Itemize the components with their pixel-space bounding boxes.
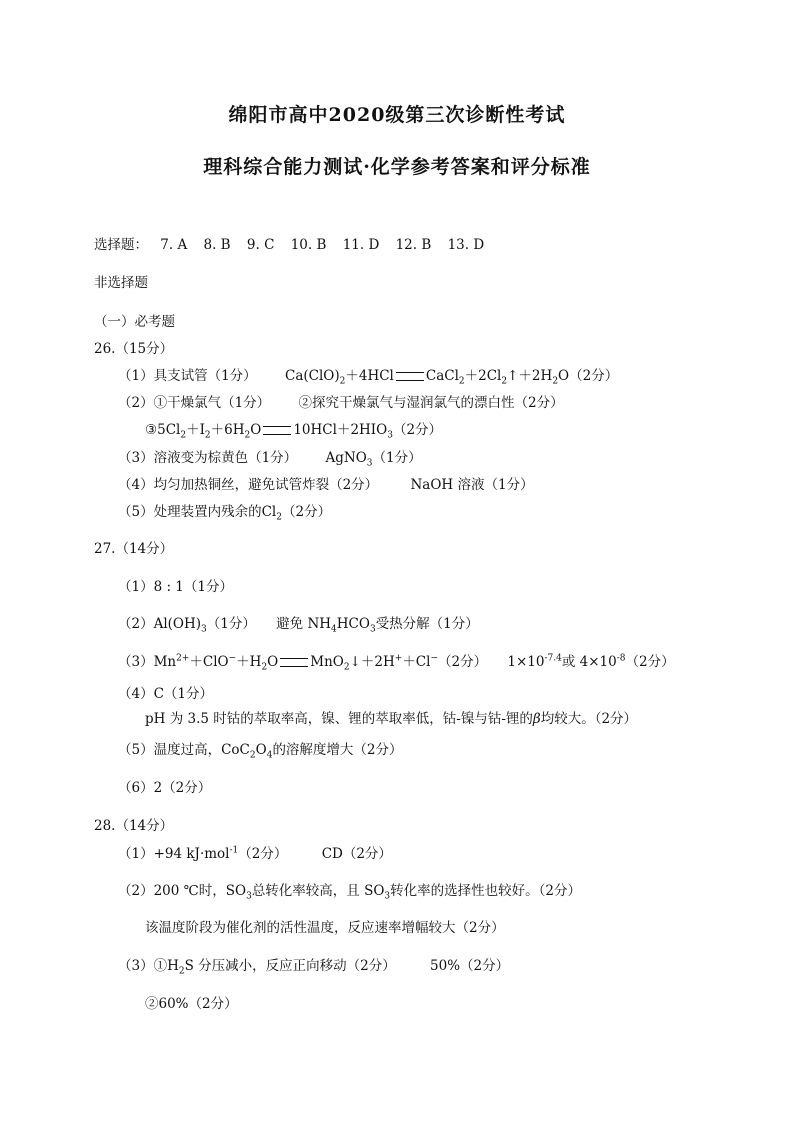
subscript: 2 bbox=[276, 512, 282, 523]
q27-heading: 27.（14分） bbox=[94, 541, 174, 557]
subscript: 2 bbox=[261, 662, 268, 673]
answer-text: （2分） bbox=[281, 504, 332, 520]
subscript: 3 bbox=[369, 624, 376, 635]
subscript: 2 bbox=[178, 966, 185, 977]
eq-part: MnO bbox=[310, 654, 344, 670]
eq-part: 或 4×10 bbox=[561, 654, 617, 670]
q26-heading: 26.（15分） bbox=[94, 341, 174, 357]
eq-part: （2分） bbox=[438, 654, 488, 670]
superscript: -1 bbox=[229, 845, 239, 856]
q28-part2-explain: 该温度阶段为催化剂的活性温度，反应速率增幅较大（2分） bbox=[145, 920, 505, 936]
subscript: 4 bbox=[266, 750, 273, 761]
answer-text: 50%（2分） bbox=[430, 958, 510, 974]
q28-part2 bbox=[118, 883, 581, 902]
answer-text: （1）+94 kJ·mol bbox=[118, 846, 230, 862]
answer-text: AgNO bbox=[325, 450, 367, 466]
answer-text: 转化率的选择性也较好。（2分） bbox=[390, 883, 581, 899]
answer-text: S 分压减小，反应正向移动（2分） bbox=[184, 958, 396, 974]
equals-sign bbox=[280, 658, 308, 667]
mc-answer: 11. D bbox=[342, 237, 380, 253]
mc-answer: 8. B bbox=[203, 237, 231, 253]
mc-answer: 7. A bbox=[160, 237, 188, 253]
eq-part: CaCl bbox=[425, 368, 459, 384]
subscript: 3 bbox=[384, 891, 391, 902]
subscript: 2 bbox=[458, 376, 465, 387]
q26-part4 bbox=[118, 477, 534, 493]
q26-part5 bbox=[118, 504, 332, 523]
answer-text: NaOH 溶液（1分） bbox=[410, 477, 534, 493]
q26-part2-eq bbox=[145, 422, 443, 441]
eq-part: ＋H bbox=[236, 654, 262, 670]
superscript: + bbox=[394, 653, 403, 664]
mc-answer: 10. B bbox=[290, 237, 327, 253]
eq-part: ＋I bbox=[186, 422, 205, 438]
eq-part: O bbox=[267, 654, 279, 670]
q26-part2 bbox=[118, 395, 564, 411]
mc-answers-line bbox=[94, 237, 484, 253]
eq-part: （2分） bbox=[625, 654, 675, 670]
eq-part: （2分） bbox=[392, 422, 443, 438]
subscript: 2 bbox=[343, 662, 350, 673]
subscript: 2 bbox=[552, 376, 559, 387]
mc-answer: 13. D bbox=[447, 237, 485, 253]
superscript: − bbox=[228, 653, 237, 664]
q26-part1 bbox=[118, 368, 619, 387]
q27-part4-explain bbox=[145, 711, 637, 727]
answer-text: （1）具支试管（1分） bbox=[118, 368, 257, 384]
answer-text: ②探究干燥氯气与湿润氯气的漂白性（2分） bbox=[298, 395, 564, 411]
subscript: 2 bbox=[339, 376, 346, 387]
eq-part: ＋4HCl bbox=[345, 368, 394, 384]
q28-heading: 28.（14分） bbox=[94, 818, 174, 834]
q27-part6: （6）2（2分） bbox=[118, 780, 212, 796]
subscript: 3 bbox=[366, 458, 373, 469]
answer-text: （2）200 ℃时，SO bbox=[118, 883, 247, 899]
answer-text: （1分） bbox=[372, 450, 422, 466]
subscript: 3 bbox=[201, 624, 207, 635]
answer-text: （2分） bbox=[238, 846, 288, 862]
superscript: -8 bbox=[616, 653, 626, 664]
answer-text: 均较大。（2分） bbox=[540, 711, 638, 727]
q28-part1 bbox=[118, 846, 392, 862]
eq-part: ＋Cl bbox=[402, 654, 431, 670]
subscript: 3 bbox=[246, 891, 252, 902]
superscript: -7.4 bbox=[544, 653, 562, 664]
answer-text: 避免 NH bbox=[276, 616, 332, 632]
q28-part3 bbox=[118, 958, 510, 977]
subscript: 2 bbox=[204, 430, 211, 441]
eq-part: O bbox=[250, 422, 262, 438]
eq-part: ＋2Cl bbox=[464, 368, 502, 384]
answer-text: （3）溶液变为棕黄色（1分） bbox=[118, 450, 298, 466]
eq-part: Ca(ClO) bbox=[284, 368, 340, 384]
answer-text: （3）①H bbox=[118, 958, 179, 974]
page-title: 绵阳市高中2020级第三次诊断性考试 bbox=[228, 104, 566, 126]
answer-text: 的溶解度增大（2分） bbox=[272, 742, 403, 758]
eq-part: ＋ClO bbox=[189, 654, 229, 670]
beta-symbol: β bbox=[532, 711, 541, 727]
eq-part: O（2分） bbox=[558, 368, 619, 384]
subscript: 2 bbox=[180, 430, 187, 441]
answer-text: CD（2分） bbox=[321, 846, 392, 862]
eq-part: ↓＋2H bbox=[349, 654, 395, 670]
answer-text: HCO bbox=[336, 616, 370, 632]
subsection-heading: （一）必考题 bbox=[94, 314, 175, 330]
page-subtitle: 理科综合能力测试·化学参考答案和评分标准 bbox=[203, 156, 591, 178]
superscript: − bbox=[430, 653, 439, 664]
subscript: 4 bbox=[331, 624, 337, 635]
eq-part: ↑＋2H bbox=[507, 368, 553, 384]
answer-text: （2）Al(OH) bbox=[118, 616, 202, 632]
eq-part: ③5Cl bbox=[145, 422, 181, 438]
answer-text: （5）温度过高，CoC bbox=[118, 742, 250, 758]
q27-part3 bbox=[118, 653, 675, 673]
mc-answer: 12. B bbox=[395, 237, 432, 253]
answer-text: pH 为 3.5 时钴的萃取率高，镍、锂的萃取率低，钴-镍与钴-锂的 bbox=[145, 711, 533, 727]
answer-text: 总转化率较高，且 SO bbox=[251, 883, 385, 899]
mc-label: 选择题： bbox=[94, 237, 148, 253]
equation bbox=[284, 368, 619, 387]
answer-text: （5）处理装置内残余的Cl bbox=[118, 504, 277, 520]
q27-part2 bbox=[118, 616, 479, 635]
subscript: 2 bbox=[501, 376, 508, 387]
answer-text: （2）①干燥氯气（1分） bbox=[118, 395, 271, 411]
eq-part: 10HCl＋2HIO bbox=[293, 422, 388, 438]
eq-part: 1×10 bbox=[507, 654, 545, 670]
section-heading: 非选择题 bbox=[94, 275, 148, 291]
subscript: 2 bbox=[244, 430, 251, 441]
equals-sign bbox=[263, 426, 291, 435]
subscript: 3 bbox=[387, 430, 393, 441]
equals-sign bbox=[396, 372, 424, 381]
answer-text: 受热分解（1分） bbox=[375, 616, 479, 632]
eq-part: ＋6H bbox=[210, 422, 245, 438]
answer-text: O bbox=[255, 742, 267, 758]
q27-part4: （4）C（1分） bbox=[118, 686, 214, 702]
q27-part1: （1）8 : 1（1分） bbox=[118, 579, 233, 595]
q27-part5 bbox=[118, 742, 403, 761]
answer-text: （1分） bbox=[206, 616, 256, 632]
mc-answer: 9. C bbox=[246, 237, 275, 253]
q28-part3-b: ②60%（2分） bbox=[145, 996, 238, 1012]
answer-text: （4）均匀加热铜丝，避免试管炸裂（2分） bbox=[118, 477, 379, 493]
q26-part3 bbox=[118, 450, 422, 469]
superscript: 2+ bbox=[176, 653, 190, 664]
subscript: 2 bbox=[249, 750, 256, 761]
eq-part: （3）Mn bbox=[118, 654, 177, 670]
